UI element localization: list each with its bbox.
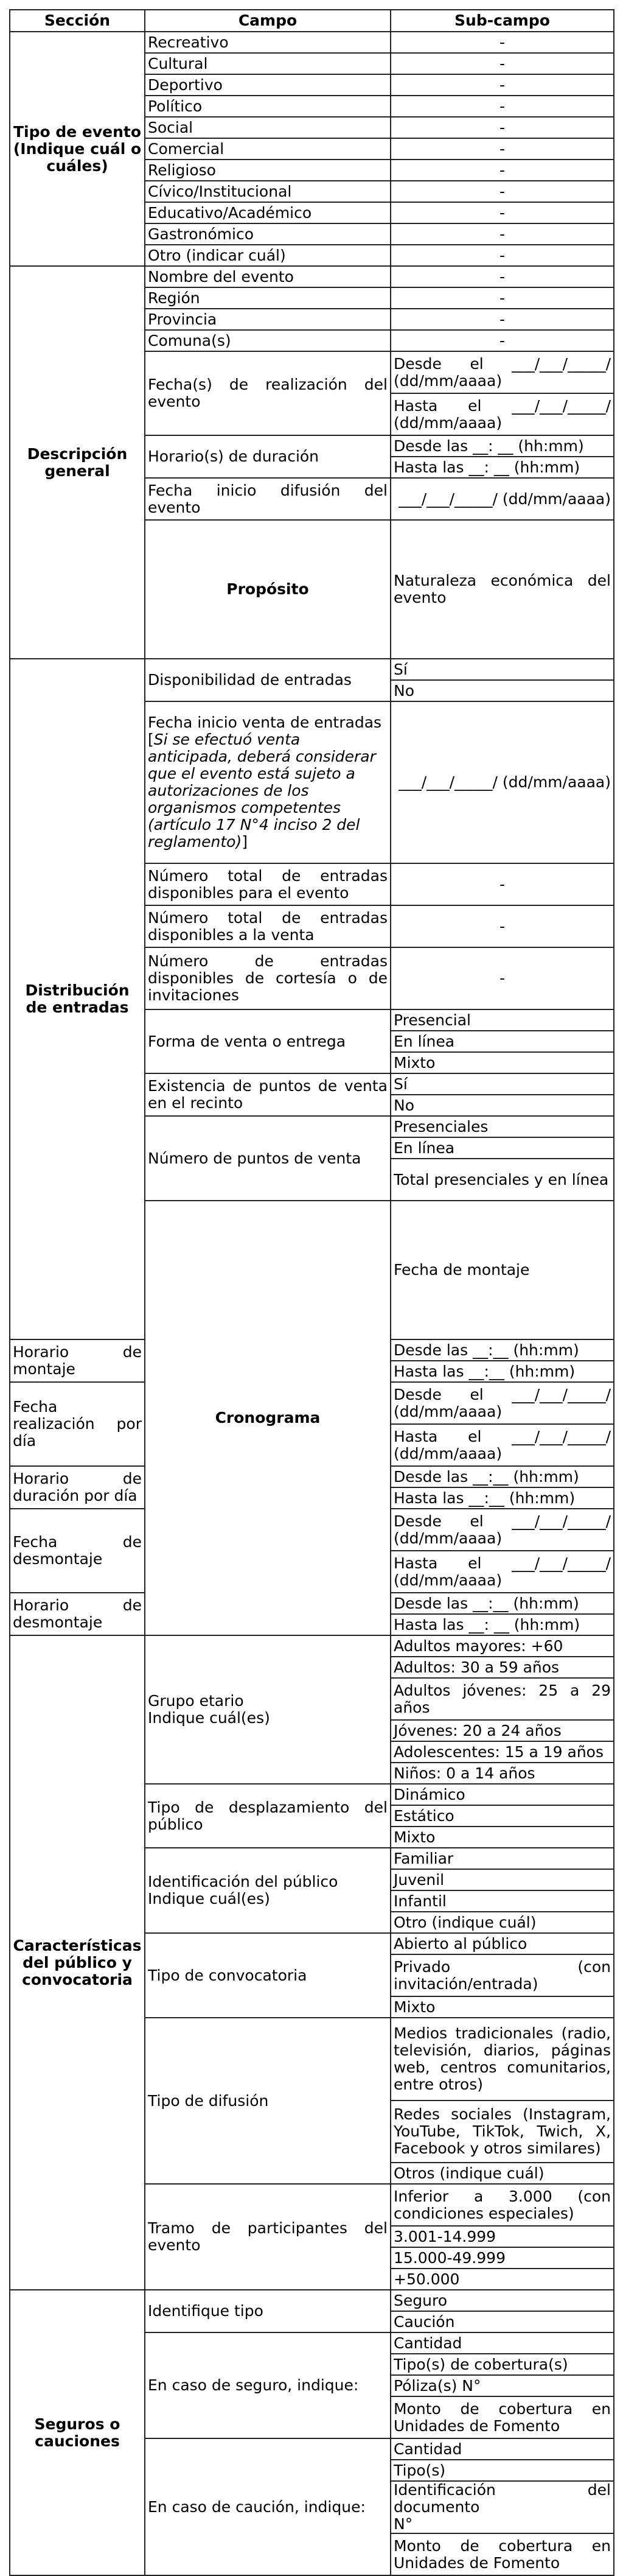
field-cell: Tipo de convocatoria: [145, 1933, 391, 2018]
fecha-venta-close: ]: [242, 833, 248, 851]
field-cell: Número de entradas disponibles de cortesía o de invitaciones: [145, 947, 391, 1009]
subfield-cell: Niños: 0 a 14 años: [391, 1763, 614, 1784]
identificacion-hint: Indique cuál(es): [148, 1890, 270, 1907]
field-cell-identificacion: [145, 1848, 391, 1933]
field-cell: Social: [145, 117, 391, 138]
subfield-cell: Jóvenes: 20 a 24 años: [391, 1720, 614, 1741]
subfield-cell: Dinámico: [391, 1784, 614, 1805]
subfield-cell: Caución: [391, 2311, 614, 2332]
field-cell: Horario de duración por día: [10, 1466, 145, 1509]
field-cell: Número total de entradas disponibles para el evento: [145, 863, 391, 905]
field-cell: Horario de montaje: [10, 1339, 145, 1382]
subfield-cell: Sí: [391, 1073, 614, 1095]
numero-documento: N°: [394, 2515, 413, 2533]
subfield-cell: Total presenciales y en línea: [391, 1159, 614, 1201]
subfield-cell: ___/___/_____/ (dd/mm/aaaa): [391, 478, 614, 520]
subfield-cell: Adultos jóvenes: 25 a 29 años: [391, 1678, 614, 1720]
subfield-cell: Desde las __:__ (hh:mm): [391, 1339, 614, 1361]
header-section: Sección: [10, 10, 145, 32]
subfield-cell: -: [391, 160, 614, 181]
field-cell: Número de puntos de venta: [145, 1116, 391, 1201]
section-descripcion: Descripción general: [10, 266, 145, 659]
fecha-venta-note: Si se efectuó venta anticipada, deberá considerar que el evento está sujeto a autorizaciones de los organismos competentes (artículo 17 N°4 inciso 2 del reglamento): [148, 731, 376, 851]
section-publico: Características del público y convocatoria: [10, 1635, 145, 2290]
grupo-etario-hint: Indique cuál(es): [148, 1709, 270, 1727]
subfield-cell: Privado (con invitación/entrada): [391, 1954, 614, 1996]
subfield-cell: Hasta el ___/___/_____/ (dd/mm/aaaa): [391, 1551, 614, 1593]
subfield-cell: Redes sociales (Instagram, YouTube, TikTok, Twich, X, Facebook y otros similares): [391, 2100, 614, 2163]
subfield-cell: -: [391, 287, 614, 309]
subfield-cell: 3.001-14.999: [391, 2226, 614, 2247]
identificacion-label: Identificación del público: [148, 1873, 338, 1890]
fecha-venta-label: Fecha inicio venta de entradas [: [148, 714, 382, 748]
subfield-cell: +50.000: [391, 2269, 614, 2290]
header-field: Campo: [145, 10, 391, 32]
subfield-cell: 15.000-49.999: [391, 2247, 614, 2269]
subfield-cell: Monto de cobertura en Unidades de Fomento: [391, 2396, 614, 2438]
subfield-cell: -: [391, 74, 614, 96]
field-cell: Tramo de participantes del evento: [145, 2184, 391, 2290]
subfield-cell: Desde las __:__ (hh:mm): [391, 1593, 614, 1614]
subfield-cell: Seguro: [391, 2290, 614, 2311]
subfield-cell: -: [391, 330, 614, 351]
subfield-cell: En línea: [391, 1031, 614, 1052]
subfield-cell: -: [391, 223, 614, 245]
field-cell: Horario(s) de duración: [145, 435, 391, 478]
field-cell: Religioso: [145, 160, 391, 181]
subfield-cell: Póliza(s) N°: [391, 2375, 614, 2396]
subfield-cell: No: [391, 680, 614, 701]
subfield-cell: Inferior a 3.000 (con condiciones especiales): [391, 2184, 614, 2226]
subfield-cell: Hasta las __:__ (hh:mm): [391, 1361, 614, 1382]
section-proposito: Propósito: [145, 520, 391, 659]
subfield-cell: Juvenil: [391, 1869, 614, 1890]
subfield-cell: Hasta las __: __ (hh:mm): [391, 1614, 614, 1635]
field-cell: Disponibilidad de entradas: [145, 659, 391, 701]
field-cell: Político: [145, 96, 391, 117]
subfield-cell: Estático: [391, 1805, 614, 1827]
subfield-cell: Medios tradicionales (radio, televisión, diarios, páginas web, centros comunitarios, entre otros): [391, 2018, 614, 2100]
field-cell-fecha-venta: [145, 701, 391, 863]
field-cell-grupo-etario: [145, 1635, 391, 1784]
table-row: [10, 1635, 614, 1657]
subfield-cell: -: [391, 863, 614, 905]
field-cell: Región: [145, 287, 391, 309]
subfield-cell: Presenciales: [391, 1116, 614, 1137]
field-cell: Educativo/Académico: [145, 202, 391, 223]
subfield-cell: Cantidad: [391, 2438, 614, 2460]
header-subfield: Sub-campo: [391, 10, 614, 32]
subfield-cell: Mixto: [391, 1052, 614, 1073]
section-cronograma: Cronograma: [145, 1201, 391, 1635]
subfield-cell: Desde las __: __ (hh:mm): [391, 435, 614, 457]
section-distribucion: Distribución de entradas: [10, 659, 145, 1339]
subfield-cell: Otros (indique cuál): [391, 2163, 614, 2184]
subfield-cell: -: [391, 32, 614, 53]
subfield-cell: Otro (indique cuál): [391, 1912, 614, 1933]
field-cell: En caso de seguro, indique:: [145, 2332, 391, 2438]
subfield-cell: -: [391, 53, 614, 74]
subfield-cell: Adolescentes: 15 a 19 años: [391, 1741, 614, 1763]
grupo-etario-label: Grupo etario: [148, 1692, 244, 1710]
subfield-cell: Tipo(s): [391, 2460, 614, 2481]
subfield-cell: -: [391, 96, 614, 117]
field-cell: En caso de caución, indique:: [145, 2438, 391, 2575]
field-cell: Gastronómico: [145, 223, 391, 245]
subfield-cell: -: [391, 245, 614, 266]
field-cell: Comercial: [145, 138, 391, 160]
subfield-cell: Sí: [391, 659, 614, 680]
field-cell: Tipo de desplazamiento del público: [145, 1784, 391, 1848]
subfield-cell: Familiar: [391, 1848, 614, 1869]
field-cell: Cultural: [145, 53, 391, 74]
table-row: [10, 32, 614, 53]
subfield-cell: ___/___/_____/ (dd/mm/aaaa): [391, 701, 614, 863]
subfield-cell: Monto de cobertura en Unidades de Fomento: [391, 2533, 614, 2575]
field-cell: Tipo de difusión: [145, 2018, 391, 2184]
subfield-cell: Adultos: 30 a 59 años: [391, 1657, 614, 1678]
subfield-cell: Hasta el ___/___/_____/ (dd/mm/aaaa): [391, 393, 614, 435]
field-cell: Otro (indicar cuál): [145, 245, 391, 266]
field-cell: Horario de desmontaje: [10, 1593, 145, 1635]
event-form-table: [9, 9, 614, 2576]
subfield-cell: -: [391, 905, 614, 947]
field-cell: Deportivo: [145, 74, 391, 96]
subfield-cell-identificacion-documento: [391, 2481, 614, 2533]
subfield-cell: Desde el ___/___/_____/ (dd/mm/aaaa): [391, 1382, 614, 1424]
subfield-cell: No: [391, 1095, 614, 1116]
field-cell: Comuna(s): [145, 330, 391, 351]
subfield-cell: Adultos mayores: +60: [391, 1635, 614, 1657]
subfield-cell: Hasta el ___/___/_____/ (dd/mm/aaaa): [391, 1424, 614, 1466]
subfield-cell: Tipo(s) de cobertura(s): [391, 2354, 614, 2375]
field-cell: Nombre del evento: [145, 266, 391, 287]
subfield-cell: Abierto al público: [391, 1933, 614, 1954]
identificacion-documento: Identificación del documento: [394, 2481, 611, 2516]
table-row: [10, 659, 614, 680]
subfield-cell: Desde el ___/___/_____/ (dd/mm/aaaa): [391, 351, 614, 393]
field-cell: Forma de venta o entrega: [145, 1009, 391, 1073]
subfield-cell: Cantidad: [391, 2332, 614, 2354]
table-row: [10, 2290, 614, 2311]
section-tipo-evento: Tipo de evento (Indique cuál o cuáles): [10, 32, 145, 266]
field-cell: Número total de entradas disponibles a la venta: [145, 905, 391, 947]
subfield-cell: Hasta las __: __ (hh:mm): [391, 457, 614, 478]
subfield-cell: -: [391, 117, 614, 138]
field-cell: Naturaleza económica del evento: [391, 520, 614, 659]
subfield-cell: -: [391, 947, 614, 1009]
header-row: [10, 10, 614, 32]
section-seguros: Seguros o cauciones: [10, 2290, 145, 2575]
field-cell: Identifique tipo: [145, 2290, 391, 2332]
subfield-cell: -: [391, 202, 614, 223]
subfield-cell: Desde las __:__ (hh:mm): [391, 1466, 614, 1487]
field-cell: Fecha de desmontaje: [10, 1509, 145, 1593]
subfield-cell: Infantil: [391, 1890, 614, 1912]
subfield-cell: Desde el ___/___/_____/ (dd/mm/aaaa): [391, 1509, 614, 1551]
field-cell: Fecha(s) de realización del evento: [145, 351, 391, 435]
subfield-cell: -: [391, 309, 614, 330]
field-cell: Cívico/Institucional: [145, 181, 391, 202]
subfield-cell: -: [391, 181, 614, 202]
table-row: [10, 266, 614, 287]
subfield-cell: Mixto: [391, 1827, 614, 1848]
field-cell: Provincia: [145, 309, 391, 330]
subfield-cell: Hasta las __:__ (hh:mm): [391, 1487, 614, 1509]
subfield-cell: Mixto: [391, 1996, 614, 2018]
field-cell: Fecha realización por día: [10, 1382, 145, 1466]
field-cell: Fecha inicio difusión del evento: [145, 478, 391, 520]
subfield-cell: Presencial: [391, 1009, 614, 1031]
subfield-cell: -: [391, 138, 614, 160]
subfield-cell: -: [391, 266, 614, 287]
field-cell: Existencia de puntos de venta en el recinto: [145, 1073, 391, 1116]
subfield-cell: En línea: [391, 1137, 614, 1159]
field-cell: Fecha de montaje: [391, 1201, 614, 1339]
field-cell: Recreativo: [145, 32, 391, 53]
